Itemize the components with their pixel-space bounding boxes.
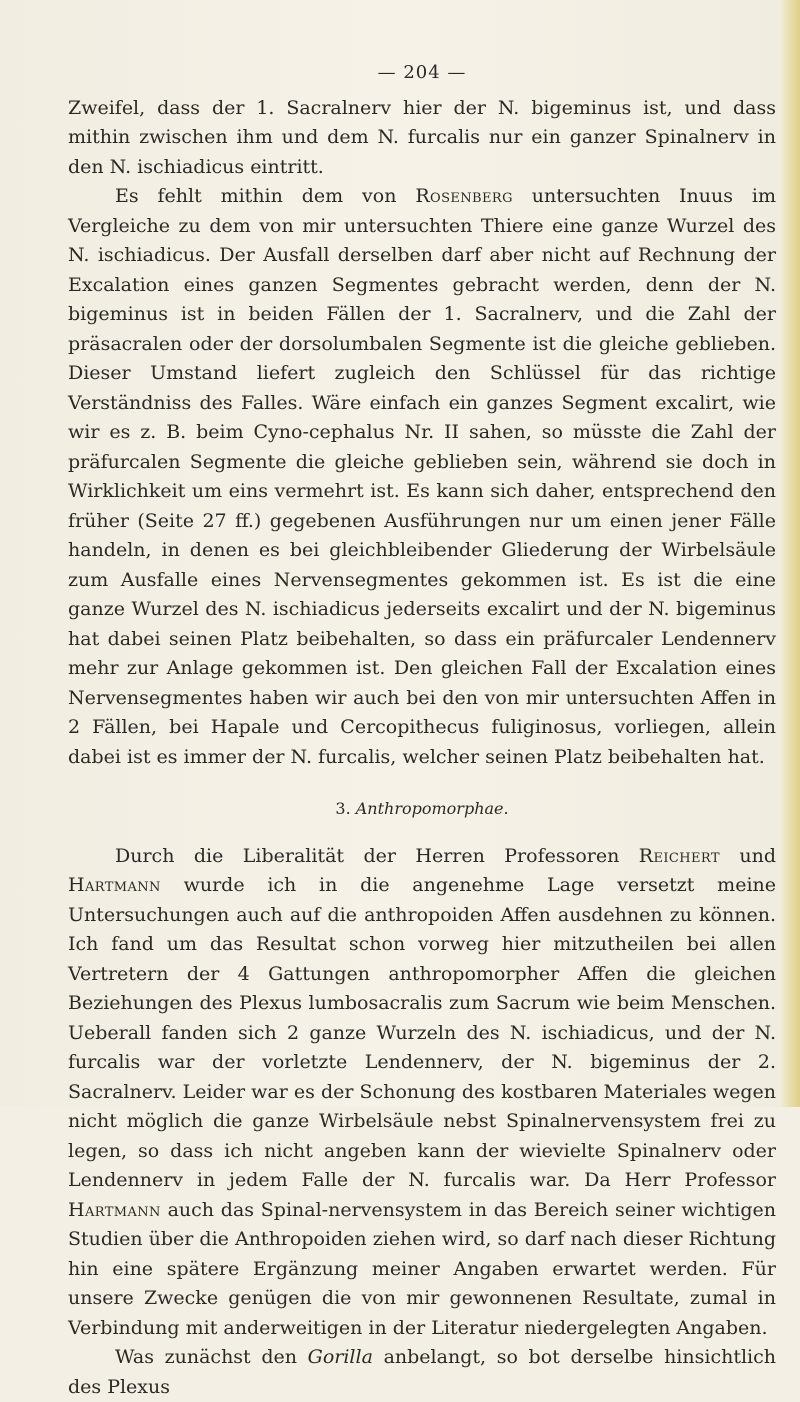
section-title: Anthropomorphae. bbox=[355, 799, 509, 818]
page-edge-shadow bbox=[780, 0, 800, 1107]
paragraph-3-text-c: wurde ich in die angenehme Lage versetzt meine Untersuchungen auch auf die anthropoiden Affen ausdehnen zu können. Ich fand um das Resultat schon vorweg hier mitzutheilen bei allen Vertretern der 4 Gattungen anthropomorpher Affen die gleichen Beziehungen des Plexus lumbosacralis zum Sacrum wie beim Menschen. Ueberall fanden sich 2 ganze Wurzeln des N. ischiadicus, und der N. furcalis war der vorletzte Lendennerv, der N. bigeminus der 2. Sacralnerv. Leider war es der Schonung des kostbaren Materiales wegen nicht möglich die ganze Wirbelsäule nebst Spinalnervensystem frei zu legen, so dass ich nicht angeben kann der wievielte Spinalnerv oder Lendennerv in jedem Falle der N. furcalis war. Da Herr Professor bbox=[68, 874, 776, 1191]
paragraph-2 bbox=[68, 182, 776, 772]
author-name-rosenberg: Rosenberg bbox=[415, 185, 513, 207]
paragraph-2-text-a: Es fehlt mithin dem von bbox=[115, 185, 416, 207]
paragraph-4-text-a: Was zunächst den bbox=[115, 1346, 308, 1368]
paragraph-3-text-a: Durch die Liberalität der Herren Professoren bbox=[115, 844, 639, 867]
paragraph-1 bbox=[68, 94, 776, 183]
author-name-reichert: Reichert bbox=[638, 844, 720, 867]
paragraph-3-text-d: auch das Spinal-nervensystem in das Bereich seiner wichtigen Studien über die Anthropoiden ziehen wird, so darf nach dieser Richtung hin eine spätere Ergänzung meiner Angaben erwartet werden. Für unsere Zwecke genügen die von mir gewonnenen Resultate, zumal in Verbindung mit anderweitigen in der Literatur niedergelegten Angaben. bbox=[68, 1198, 776, 1339]
paragraph-1-text: Zweifel, dass der 1. Sacralnerv hier der N. bigeminus ist, und dass mithin zwischen ihm und dem N. furcalis nur ein ganzer Spinalnerv in den N. ischiadicus eintritt. bbox=[68, 96, 776, 178]
section-heading bbox=[68, 794, 776, 824]
paragraph-3 bbox=[68, 842, 776, 1344]
section-number: 3. bbox=[335, 799, 356, 818]
paragraph-4-text-b: anbelangt, so bot derselbe hinsichtlich des Plexus bbox=[68, 1346, 776, 1398]
paragraph-4 bbox=[68, 1343, 776, 1402]
paragraph-3-text-b: und bbox=[719, 844, 776, 867]
paragraph-2-text-b: untersuchten Inuus im Vergleiche zu dem von mir untersuchten Thiere eine ganze Wurzel des N. ischiadicus. Der Ausfall derselben darf aber nicht auf Rechnung der Excalation eines ganzen Segmentes gebracht werden, denn der N. bigeminus ist in beiden Fällen der 1. Sacralnerv, und die Zahl der präsacralen oder der dorsolumbalen Segmente ist die gleiche geblieben. Dieser Umstand liefert zugleich den Schlüssel für das richtige Verständniss des Falles. Wäre einfach ein ganzes Segment excalirt, wie wir es z. B. beim Cyno-cephalus Nr. II sahen, so müsste die Zahl der präfurcalen Segmente die gleiche geblieben sein, während sie doch in Wirklichkeit um eins vermehrt ist. Es kann sich daher, entsprechend den früher (Seite 27 ff.) gegebenen Ausführungen nur um einen jener Fälle handeln, in denen es bei gleichbleibender Gliederung der Wirbelsäule zum Ausfalle eines Nervensegmentes gekommen ist. Es ist die eine ganze Wurzel des N. ischiadicus jederseits excalirt und der N. bigeminus hat dabei seinen Platz beibehalten, so dass ein präfurcaler Lendennerv mehr zur Anlage gekommen ist. Den gleichen Fall der Excalation eines Nervensegmentes haben wir auch bei den von mir untersuchten Affen in 2 Fällen, bei Hapale und Cercopithecus fuliginosus, vorliegen, allein dabei ist es immer der N. furcalis, welcher seinen Platz beibehalten hat. bbox=[68, 185, 776, 768]
genus-gorilla: Gorilla bbox=[307, 1346, 373, 1368]
author-name-hartmann-2: Hartmann bbox=[68, 1198, 161, 1221]
author-name-hartmann: Hartmann bbox=[68, 874, 161, 896]
page-text bbox=[68, 58, 776, 1402]
page-number: — 204 — bbox=[377, 62, 467, 83]
